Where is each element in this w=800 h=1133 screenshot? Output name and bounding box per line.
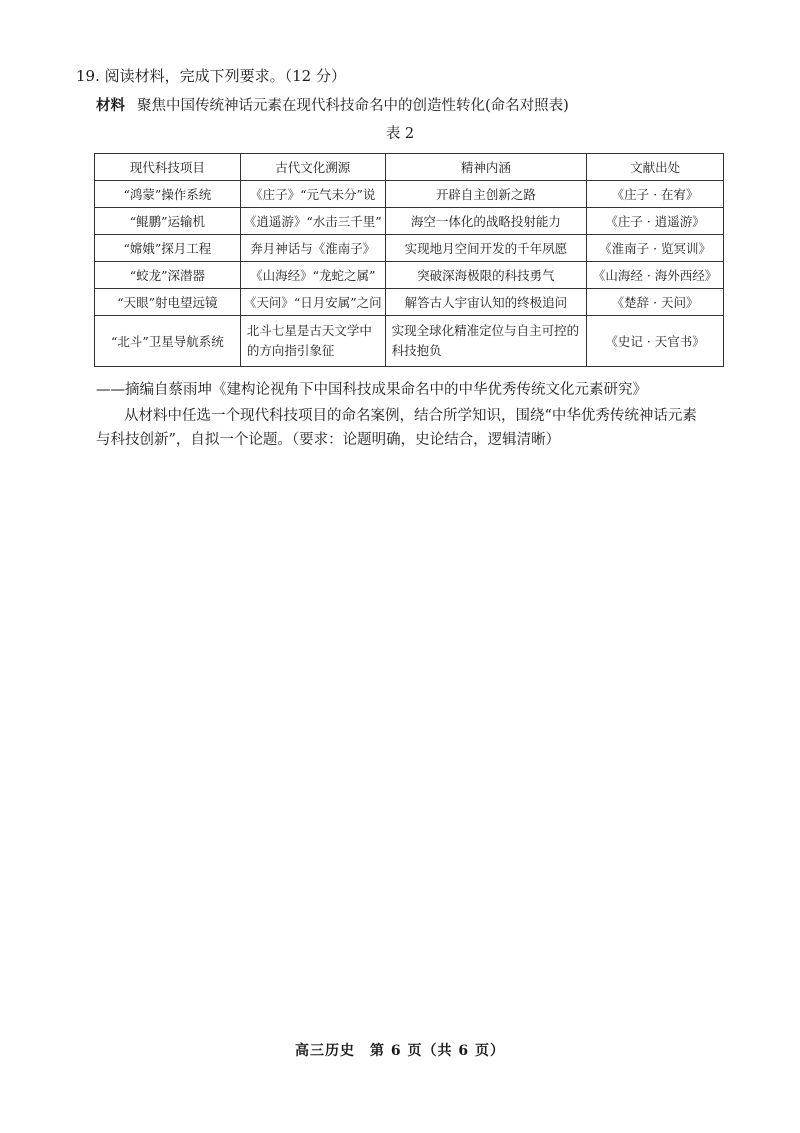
table-row: [95, 289, 724, 316]
column-header: 古代文化溯源: [240, 154, 385, 181]
table-cell: 《山海经 · 海外西经》: [587, 262, 724, 289]
table-cell: “北斗”卫星导航系统: [95, 316, 241, 367]
table-cell: “天眼”射电望远镜: [95, 289, 241, 316]
table-cell: 《庄子》“元气未分”说: [240, 181, 385, 208]
table-cell: 《庄子 · 在宥》: [587, 181, 724, 208]
table-cell: “鲲鹏”运输机: [95, 208, 241, 235]
table-cell: 奔月神话与《淮南子》: [240, 235, 385, 262]
column-header: 精神内涵: [385, 154, 587, 181]
table-cell: “鸿蒙”操作系统: [95, 181, 241, 208]
source-citation: ——摘编自蔡雨坤《建构论视角下中国科技成果命名中的中华优秀传统文化元素研究》: [96, 382, 647, 398]
page-footer: 高三历史 第 6 页（共 6 页）: [295, 1043, 505, 1059]
table-cell: “蛟龙”深潜器: [95, 262, 241, 289]
column-header: 文献出处: [587, 154, 724, 181]
table-cell: “嫦娥”探月工程: [95, 235, 241, 262]
table-row: [95, 316, 724, 367]
table-cell: 海空一体化的战略投射能力: [385, 208, 587, 235]
table-cell: 《楚辞 · 天问》: [587, 289, 724, 316]
table-row: [95, 181, 724, 208]
table-cell: 《淮南子 · 览冥训》: [587, 235, 724, 262]
naming-comparison-table: [94, 153, 724, 367]
table-header-row: [95, 154, 724, 181]
table-cell: 实现全球化精准定位与自主可控的科技抱负: [385, 316, 587, 367]
task-requirement: 从材料中任选一个现代科技项目的命名案例，结合所学知识，围绕“中华优秀传统神话元素与科技创新”，自拟一个论题。（要求：论题明确，史论结合，逻辑清晰）: [96, 408, 697, 448]
table-cell: 《庄子 · 逍遥游》: [587, 208, 724, 235]
question-heading: 19. 阅读材料，完成下列要求。（12 分）: [76, 67, 346, 85]
table-cell: 突破深海极限的科技勇气: [385, 262, 587, 289]
table-cell: 《史记 · 天官书》: [587, 316, 724, 367]
table-cell: 北斗七星是古天文学中的方向指引象征: [240, 316, 385, 367]
material-intro: [96, 96, 569, 116]
table-cell: 实现地月空间开发的千年夙愿: [385, 235, 587, 262]
table-caption: 表 2: [385, 126, 415, 142]
table-row: [95, 262, 724, 289]
table-cell: 《逍遥游》“水击三千里”: [240, 208, 385, 235]
material-label: 材料: [96, 97, 125, 114]
table-cell: 开辟自主创新之路: [385, 181, 587, 208]
table-cell: 解答古人宇宙认知的终极追问: [385, 289, 587, 316]
table-row: [95, 235, 724, 262]
column-header: 现代科技项目: [95, 154, 241, 181]
table-cell: 《天问》“日月安属”之问: [240, 289, 385, 316]
material-intro-text: 聚焦中国传统神话元素在现代科技命名中的创造性转化(命名对照表): [137, 98, 569, 114]
table-cell: 《山海经》“龙蛇之属”: [240, 262, 385, 289]
table-row: [95, 208, 724, 235]
